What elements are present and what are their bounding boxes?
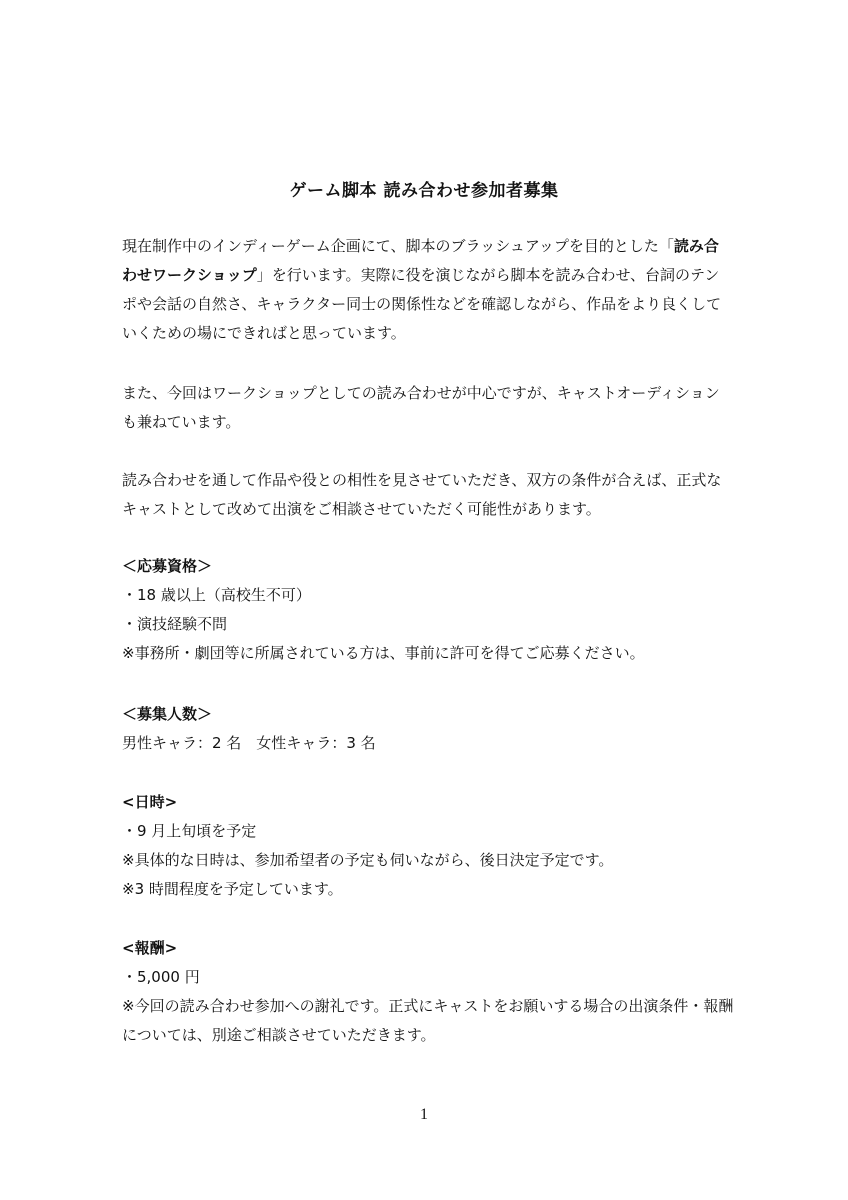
section-heading: ＜応募資格＞ bbox=[122, 557, 213, 575]
list-item: ・9 月上旬頃を予定 bbox=[122, 822, 257, 840]
note-item: ※今回の読み合わせ参加への謝礼です。正式にキャストをお願いする場合の出演条件・報酬については、別途ご相談させていただきます。 bbox=[122, 997, 734, 1044]
section-heading: <報酬> bbox=[122, 939, 178, 957]
list-item: ・18 歳以上（高校生不可） bbox=[122, 586, 311, 604]
audition-paragraph bbox=[122, 379, 732, 437]
intro-bold-phrase: 読み合わせワークショップ bbox=[122, 237, 719, 284]
section-eligibility bbox=[122, 552, 742, 668]
casting-text: 読み合わせを通して作品や役との相性を見させていただき、双方の条件が合えば、正式なキャストとして改めて出演をご相談させていただく可能性があります。 bbox=[122, 471, 722, 518]
casting-paragraph bbox=[122, 466, 732, 524]
note-item: ※3 時間程度を予定しています。 bbox=[122, 880, 343, 898]
intro-text-end: 」を行います。実際に役を演じながら脚本を読み合わせ、台詞のテンポや会話の自然さ、キャラクター同士の関係性などを確認しながら、作品をより良くしていくための場にできればと思っています。 bbox=[122, 266, 722, 342]
page-number: 1 bbox=[420, 1106, 428, 1123]
list-item: ・5,000 円 bbox=[122, 968, 200, 986]
section-reward bbox=[122, 934, 742, 1050]
section-heading: ＜募集人数＞ bbox=[122, 705, 213, 723]
intro-paragraph bbox=[122, 232, 732, 348]
note-item: ※事務所・劇団等に所属されている方は、事前に許可を得てご応募ください。 bbox=[122, 644, 645, 662]
audition-text: また、今回はワークショップとしての読み合わせが中心ですが、キャストオーディションも兼ねています。 bbox=[122, 384, 720, 431]
list-item: 男性キャラ：2 名 女性キャラ：3 名 bbox=[122, 734, 376, 752]
section-heading: <日時> bbox=[122, 793, 178, 811]
list-item: ・演技経験不問 bbox=[122, 615, 228, 633]
intro-text-start: 現在制作中のインディーゲーム企画にて、脚本のブラッシュアップを目的とした「 bbox=[122, 237, 674, 255]
note-item: ※具体的な日時は、参加希望者の予定も伺いながら、後日決定予定です。 bbox=[122, 851, 614, 869]
section-schedule bbox=[122, 788, 742, 904]
document-title: ゲーム脚本 読み合わせ参加者募集 bbox=[289, 181, 559, 201]
section-recruit-count bbox=[122, 700, 742, 758]
